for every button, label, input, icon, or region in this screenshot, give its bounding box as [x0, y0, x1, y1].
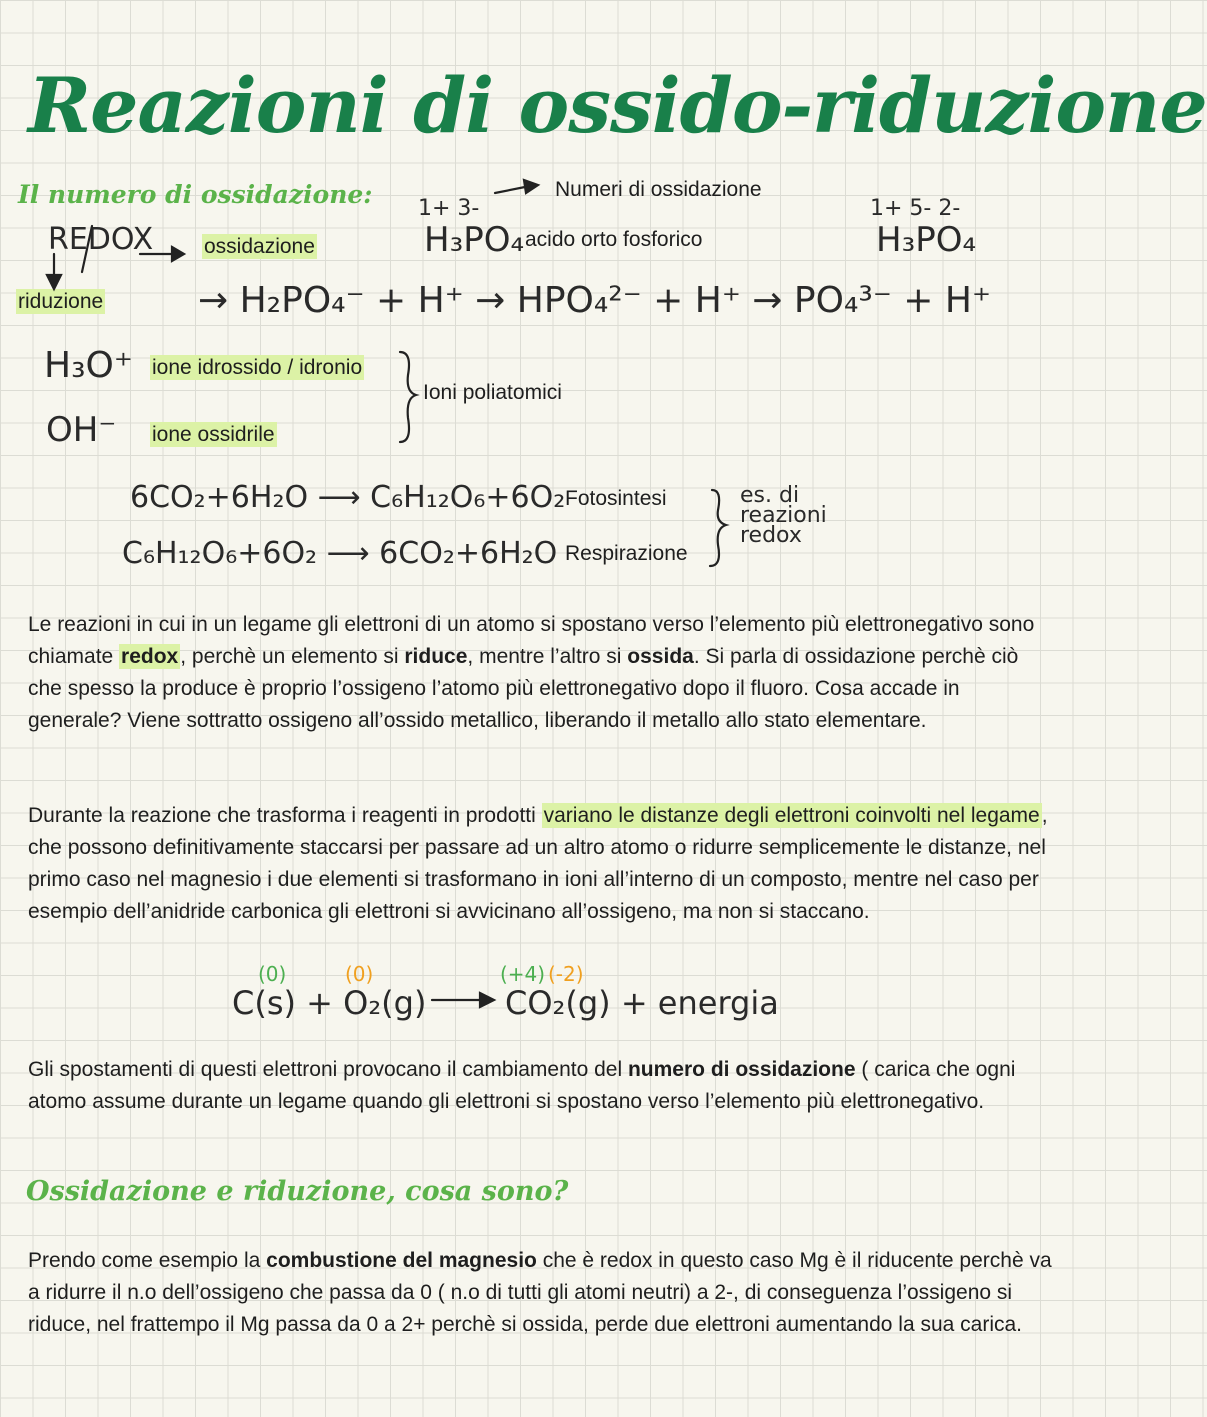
p1-text-e: , mentre l’altro si [467, 645, 628, 668]
page-title: Reazioni di ossido-riduzione [28, 61, 1207, 150]
acido-orto-fosforico-label: acido orto fosforico [525, 228, 703, 251]
p2-text-a: Durante la reazione che trasforma i reagenti in prodotti [28, 804, 542, 827]
arrow-head-riduzione [47, 275, 61, 289]
section-heading-numero-ossidazione: Il numero di ossidazione: [18, 180, 373, 209]
right-h3po4-formula: H₃PO₄ [876, 220, 977, 260]
ossidazione-label: ossidazione [204, 235, 315, 258]
p1-text-g: . Si parla di ossidazione perchè ciò che spesso la produce è proprio l’ossigeno l’atomo più elettronegativo dopo il fluoro. Cosa accade in generale? Viene sottratto ossigeno all’ossido metallico, liberando il metallo allo stato elementare. [28, 645, 1019, 732]
es-line-2: reazioni [740, 503, 827, 528]
reaction-respirazione: C₆H₁₂O₆+6O₂ ⟶ 6CO₂+6H₂O [122, 536, 558, 571]
right-charges: 1+ 5- 2- [870, 196, 961, 221]
p1-bold-riduce: riduce [404, 645, 468, 668]
riduzione-label: riduzione [18, 290, 104, 313]
redox-label: REDOX [48, 222, 154, 257]
p4-text-c: che è redox in questo caso Mg è il riducente perchè va a ridurre il n.o dell’ossigeno che passa da 0 ( n.o di tutti gli atomi neutri) a 2-, di conseguenza l’ossigeno si riduce, nel frattempo il Mg passa da 0 a 2+ perchè si ossida, perde due elettroni aumentando la sua carica. [28, 1249, 1052, 1336]
oh-label: ione ossidrile [152, 423, 275, 446]
h3o-formula: H₃O⁺ [44, 345, 133, 386]
p4-text-a: Prendo come esempio la [28, 1249, 267, 1272]
equation-right: CO₂(g) + energia [505, 984, 779, 1022]
respirazione-label: Respirazione [565, 542, 688, 565]
o-charge: (0) [345, 962, 374, 986]
es-line-1: es. di [740, 483, 800, 508]
p1-text-c: , perchè un elemento si [180, 645, 405, 668]
equation-left: C(s) + O₂(g) [232, 984, 427, 1022]
redox-strike [82, 226, 92, 272]
co2-charge-minus: (-2) [548, 962, 584, 986]
ioni-poliatomici-label: Ioni poliatomici [423, 381, 562, 404]
p1-text-a: Le reazioni in cui in un legame gli elettroni di un atomo si spostano verso l’elemento più elettronegativo sono chiamate [28, 613, 1035, 668]
p2-highlight: variano le distanze degli elettroni coinvolti nel legame [543, 804, 1040, 827]
arrow-head-numeri [524, 180, 538, 193]
brace-ioni-poliatomici [400, 352, 416, 442]
h3o-label: ione idrossido / idronio [152, 356, 363, 379]
h3po4-charges: 1+ 3- [418, 196, 480, 221]
reaction-fotosintesi: 6CO₂+6H₂O ⟶ C₆H₁₂O₆+6O₂ [130, 480, 566, 515]
p2-text-c: , che possono definitivamente staccarsi per passare ad un altro atomo o ridurre semplicemente le distanze, nel primo caso nel magnesio i due elementi si trasformano in ioni all’interno di un composto, mentre nel caso per esempio dell’anidride carbonica gli elettroni si avvicinano all’ossigeno, ma non si staccano. [28, 804, 1048, 923]
arrow-head-ossidazione [172, 247, 184, 261]
p3-bold: numero di ossidazione [627, 1058, 856, 1081]
numeri-ossidazione-label: Numeri di ossidazione [555, 178, 762, 201]
p4-bold: combustione del magnesio [266, 1249, 537, 1272]
dissociation-chain: → H₂PO₄⁻ + H⁺ → HPO₄²⁻ + H⁺ → PO₄³⁻ + H⁺ [198, 280, 991, 321]
co2-charge-plus: (+4) [500, 962, 546, 986]
arrow-head-equation [480, 993, 494, 1007]
p3-text-a: Gli spostamenti di questi elettroni provocano il cambiamento del [28, 1058, 628, 1081]
p3-text-c: ( carica che ogni atomo assume durante un legame quando gli elettroni si spostano verso l’elemento più elettronegativo. [28, 1058, 1016, 1113]
fotosintesi-label: Fotosintesi [565, 487, 667, 510]
c-charge: (0) [258, 962, 287, 986]
oh-formula: OH⁻ [46, 410, 117, 450]
brace-esempi-redox [710, 490, 726, 566]
es-line-3: redox [740, 523, 802, 548]
h3po4-formula: H₃PO₄ [424, 220, 525, 260]
section-heading-ossidazione-riduzione: Ossidazione e riduzione, cosa sono? [26, 1176, 569, 1207]
p1-bold-redox: redox [121, 645, 179, 668]
p1-bold-ossida: ossida [627, 645, 694, 668]
